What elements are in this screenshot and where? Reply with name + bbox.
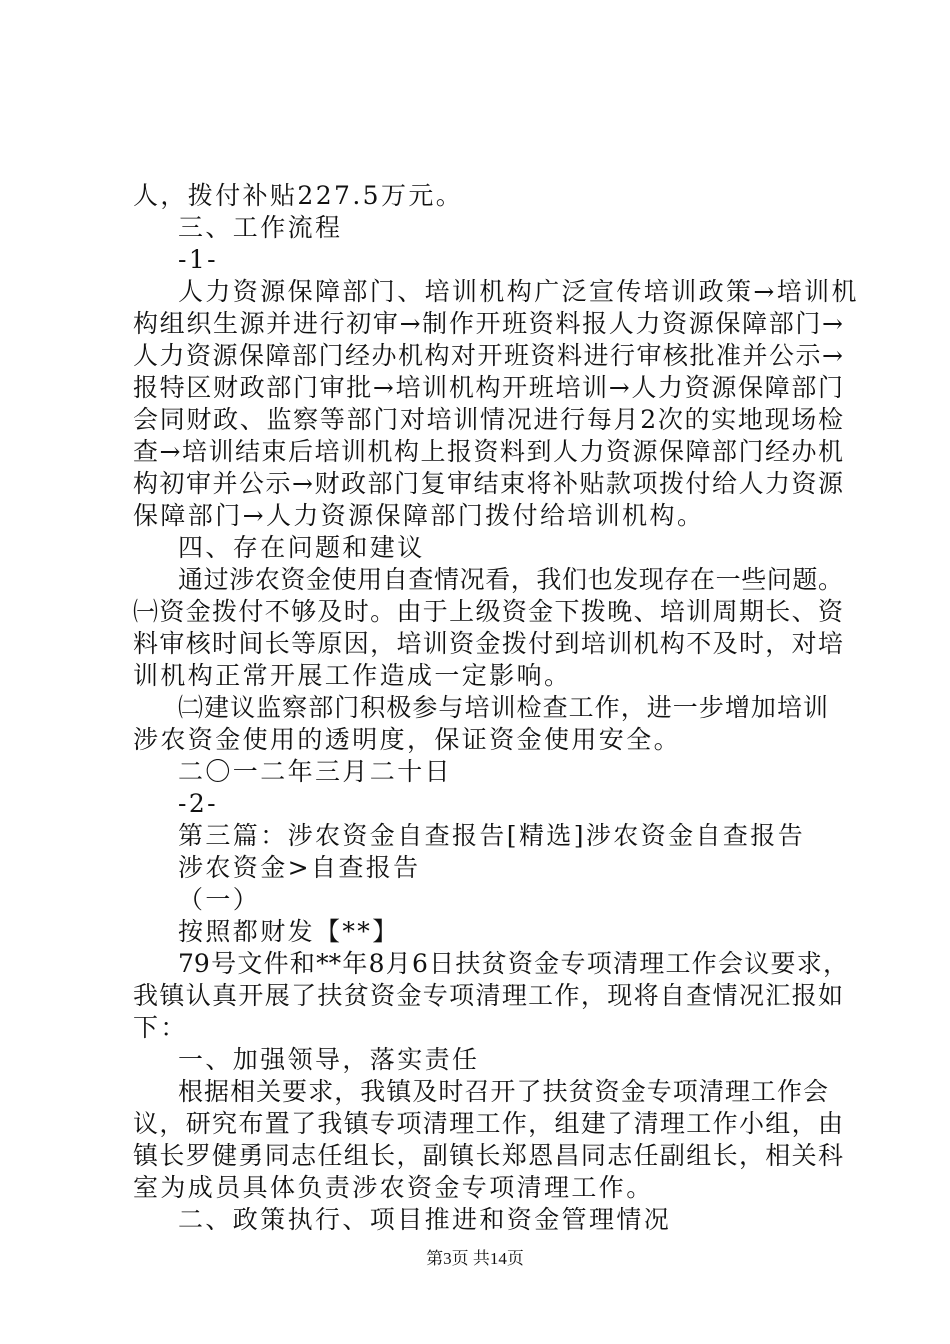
text-line: 我镇认真开展了扶贫资金专项清理工作，现将自查情况汇报如: [133, 981, 843, 1010]
text-line: 人力资源保障部门、培训机构广泛宣传培训政策→培训机: [178, 277, 859, 306]
section-heading: 四、存在问题和建议: [178, 533, 425, 562]
text-line: 料审核时间长等原因，培训资金拨付到培训机构不及时，对培: [133, 629, 843, 658]
text-line: （一）: [178, 885, 261, 914]
text-line: 训机构正常开展工作造成一定影响。: [133, 661, 572, 690]
text-line: 通过涉农资金使用自查情况看，我们也发现存在一些问题。: [178, 565, 843, 594]
page-marker: -2-: [178, 789, 219, 818]
text-line: 报特区财政部门审批→培训机构开班培训→人力资源保障部门: [133, 373, 843, 402]
text-line: 保障部门→人力资源保障部门拨付给培训机构。: [133, 501, 705, 530]
text-line: 构初审并公示→财政部门复审结束将补贴款项拨付给人力资源: [133, 469, 843, 498]
page-footer: 第3页 共14页: [426, 1249, 524, 1268]
text-line: 议，研究布置了我镇专项清理工作，组建了清理工作小组，由: [133, 1109, 843, 1138]
date-line: 二〇一二年三月二十日: [178, 757, 453, 786]
page-marker: -1-: [178, 245, 219, 274]
section-heading: 一、加强领导，落实责任: [178, 1045, 480, 1074]
chapter-title: 第三篇：涉农资金自查报告[精选]涉农资金自查报告: [178, 821, 806, 850]
section-heading: 二、政策执行、项目推进和资金管理情况: [178, 1205, 672, 1234]
text-line: 按照都财发【**】: [178, 917, 400, 946]
text-line: 79号文件和**年8月6日扶贫资金专项清理工作会议要求，: [178, 949, 848, 978]
text-line: ㈡建议监察部门积极参与培训检查工作，进一步增加培训: [178, 693, 828, 722]
text-line: 室为成员具体负责涉农资金专项清理工作。: [133, 1173, 654, 1202]
text-line: 涉农资金使用的透明度，保证资金使用安全。: [133, 725, 682, 754]
text-line: 镇长罗健勇同志任组长，副镇长郑恩昌同志任副组长，相关科: [133, 1141, 843, 1170]
text-line: 构组织生源并进行初审→制作开班资料报人力资源保障部门→: [133, 309, 843, 338]
text-line: 人力资源保障部门经办机构对开班资料进行审核批准并公示→: [133, 341, 843, 370]
text-line: 查→培训结束后培训机构上报资料到人力资源保障部门经办机: [133, 437, 843, 466]
subtitle-line: 涉农资金>自查报告: [178, 853, 421, 882]
text-line: 下：: [133, 1013, 188, 1042]
text-line: 会同财政、监察等部门对培训情况进行每月2次的实地现场检: [133, 405, 843, 434]
text-line: 人，拨付补贴227.5万元。: [133, 181, 464, 210]
text-line: ㈠资金拨付不够及时。由于上级资金下拨晚、培训周期长、资: [133, 597, 843, 626]
section-heading: 三、工作流程: [178, 213, 343, 242]
text-line: 根据相关要求，我镇及时召开了扶贫资金专项清理工作会: [178, 1077, 828, 1106]
